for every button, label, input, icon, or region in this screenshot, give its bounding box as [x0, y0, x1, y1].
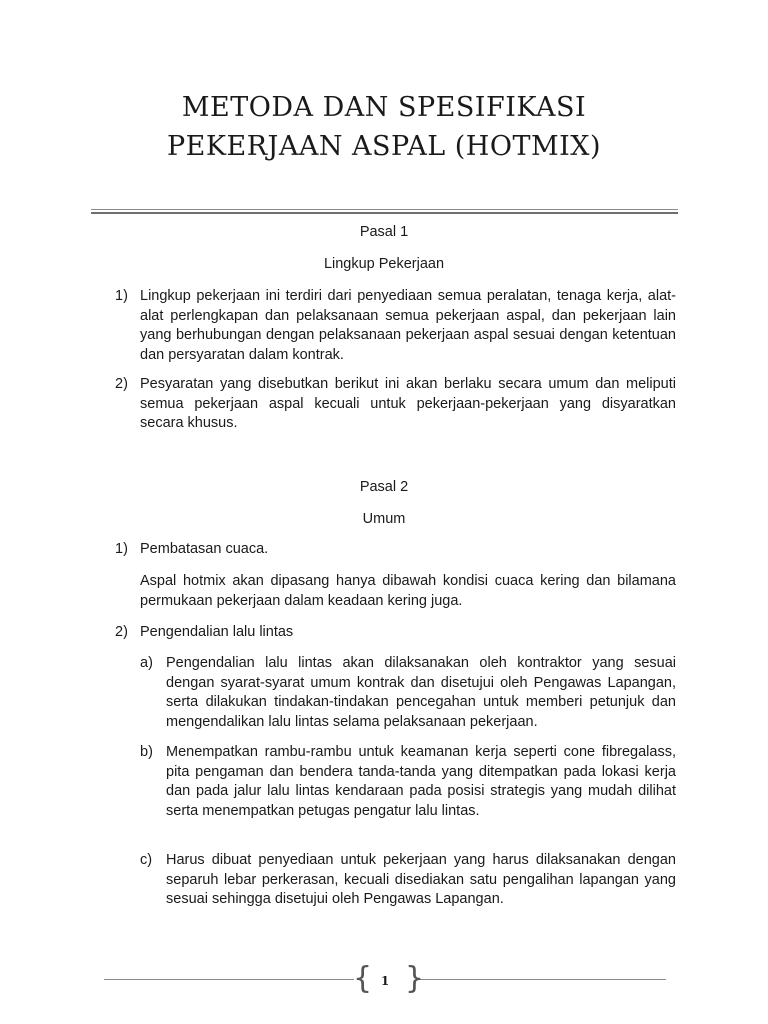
footer-bracket-right: } [405, 961, 425, 996]
pasal-2-subheading: Umum [362, 511, 406, 527]
sublist-item-text: Harus dibuat penyediaan untuk pekerjaan yang harus dilaksanakan dengan separuh lebar perkerasan, kecuali disediakan satu pengalihan lapangan yang sesuai sehingga disetujui oleh Pengawas Lapangan. [166, 852, 676, 908]
list-item-text: Pesyaratan yang disebutkan berikut ini akan berlaku secara umum dan meliputi semua pekerjaan aspal kecuali untuk pekerjaan-pekerjaan yang disyaratkan secara khusus. [140, 376, 676, 432]
list-item-text: Lingkup pekerjaan ini terdiri dari penyediaan semua peralatan, tenaga kerja, alat-alat perlengkapan dan pelaksanaan semua pekerjaan aspal, dan pekerjaan lain yang berhubungan dengan pelaksanaan pekerjaan aspal sesuai dengan ketentuan dan persyaratan dalam kontrak. [140, 288, 676, 363]
footer-rule-right [418, 979, 666, 980]
title-divider-bottom [91, 212, 678, 214]
pasal-2-subitem-c [140, 851, 676, 910]
page-number: 1 [380, 974, 390, 988]
footer-bracket-left: { [353, 961, 373, 996]
sublist-letter: b) [140, 744, 153, 760]
sublist-item-text: Pengendalian lalu lintas akan dilaksanakan oleh kontraktor yang sesuai dengan syarat-syarat umum kontrak dan disetujui oleh Pengawas Lapangan, serta dilakukan tindakan-tindakan pencegahan untuk memberi petunjuk dan mengendalikan lalu lintas selama pelaksanaan pekerjaan. [166, 655, 676, 730]
pasal-2-item-2 [115, 623, 676, 643]
list-number: 2) [115, 376, 128, 392]
pasal-2-subitem-b [140, 743, 676, 821]
pasal-2-item-1-paragraph: Aspal hotmix akan dipasang hanya dibawah kondisi cuaca kering dan bilamana permukaan pekerjaan dalam keadaan kering juga. [140, 573, 676, 609]
document-title [0, 88, 768, 166]
pasal-1-heading: Pasal 1 [359, 224, 409, 240]
pasal-1-item-1 [115, 287, 676, 365]
title-divider-top [91, 209, 678, 210]
footer-rule-left [104, 979, 354, 980]
pasal-2-item-1 [115, 540, 676, 560]
list-number: 1) [115, 288, 128, 304]
sublist-letter: a) [140, 655, 153, 671]
title-line-1: METODA DAN SPESIFIKASI [181, 92, 587, 123]
sublist-letter: c) [140, 852, 153, 868]
list-item-text: Pengendalian lalu lintas [140, 624, 294, 640]
list-item-text: Pembatasan cuaca. [140, 541, 269, 557]
list-number: 1) [115, 541, 128, 557]
sublist-item-text: Menempatkan rambu-rambu untuk keamanan kerja seperti cone fibregalass, pita pengaman dan bendera tanda-tanda yang ditempatkan pada lokasi kerja dan pada jalur lalu lintas kendaraan pada posisi strategis yang mudah dilihat serta menempatkan petugas pengatur lalu lintas. [166, 744, 676, 819]
list-number: 2) [115, 624, 128, 640]
pasal-2-subitem-a [140, 654, 676, 732]
pasal-1-item-2 [115, 375, 676, 434]
pasal-1-subheading: Lingkup Pekerjaan [323, 256, 445, 272]
title-line-2: PEKERJAAN ASPAL (HOTMIX) [166, 131, 602, 162]
pasal-2-heading: Pasal 2 [359, 479, 409, 495]
